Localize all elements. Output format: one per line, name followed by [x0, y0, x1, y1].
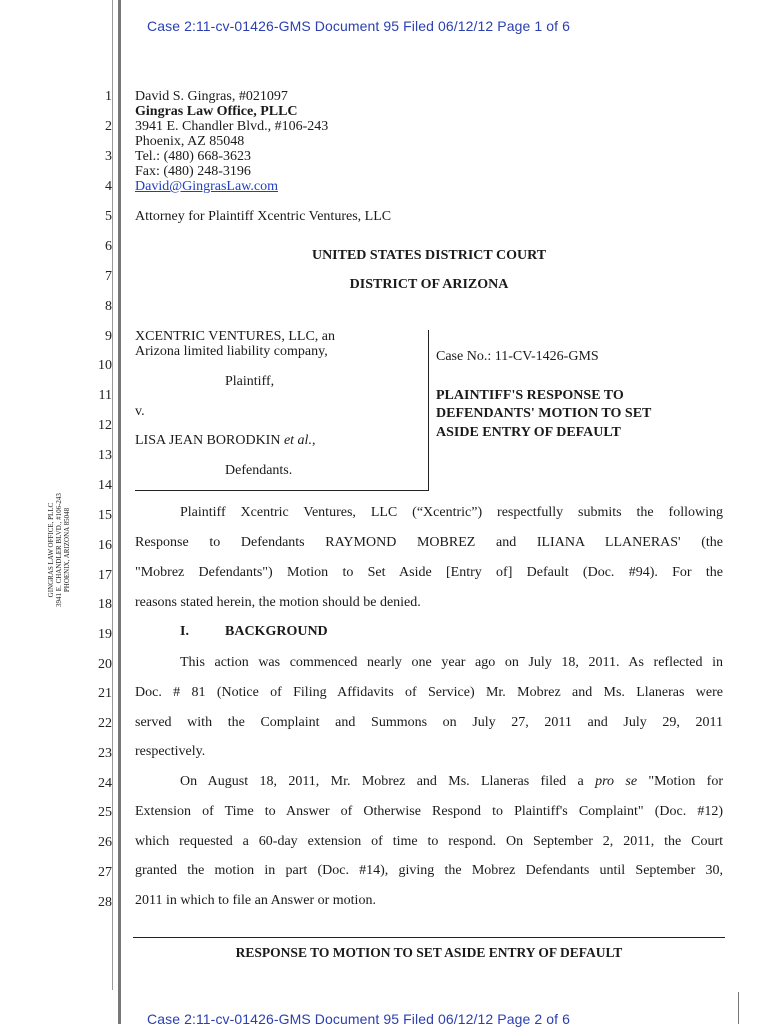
paragraph-2-line-2: Doc. # 81 (Notice of Filing Affidavits of Service) Mr. Mobrez and Ms. Llaneras were: [135, 685, 723, 700]
document-title-line-2: DEFENDANTS' MOTION TO SET: [436, 406, 652, 421]
address-line-1: 3941 E. Chandler Blvd., #106-243: [135, 119, 329, 134]
line-number: 1: [105, 89, 112, 104]
line-number: 24: [98, 776, 112, 791]
paragraph-3-line-1: On August 18, 2011, Mr. Mobrez and Ms. Llaneras filed a pro se "Motion for: [180, 774, 723, 789]
plaintiff-line-2: Arizona limited liability company,: [135, 344, 328, 359]
line-number: 15: [98, 508, 112, 523]
footer-title: RESPONSE TO MOTION TO SET ASIDE ENTRY OF DEFAULT: [235, 945, 623, 960]
firm-name: Gingras Law Office, PLLC: [135, 104, 298, 119]
fax: Fax: (480) 248-3196: [135, 164, 251, 179]
paragraph-2-line-4: respectively.: [135, 744, 206, 759]
line-number: 27: [98, 865, 112, 880]
line-number: 10: [98, 358, 112, 373]
footer-rule: [133, 937, 725, 938]
paragraph-2-line-3: served with the Complaint and Summons on July 27, 2011 and July 29, 2011: [135, 715, 723, 730]
line-number: 22: [98, 716, 112, 731]
telephone: Tel.: (480) 668-3623: [135, 149, 252, 164]
line-number: 11: [98, 388, 112, 403]
left-margin-rule-inner: [112, 0, 113, 990]
paragraph-2-line-1: This action was commenced nearly one year ago on July 18, 2011. As reflected in: [180, 655, 723, 670]
line-number: 8: [105, 299, 112, 314]
line-number: 12: [98, 418, 112, 433]
left-margin-rule: [118, 0, 121, 1024]
line-number: 28: [98, 895, 112, 910]
document-title-line-3: ASIDE ENTRY OF DEFAULT: [436, 425, 621, 440]
line-number: 5: [105, 209, 112, 224]
section-number: I.: [180, 624, 189, 639]
line-number: 13: [98, 448, 112, 463]
paragraph-1-line-1: Plaintiff Xcentric Ventures, LLC (“Xcentric”) respectfully submits the following: [180, 505, 723, 520]
defendant-name: LISA JEAN BORODKIN et al.,: [135, 433, 316, 448]
line-number: 23: [98, 746, 112, 761]
line-number: 26: [98, 835, 112, 850]
plaintiff-line-1: XCENTRIC VENTURES, LLC, an: [135, 329, 336, 344]
line-number: 16: [98, 538, 112, 553]
side-stamp-line-1: GINGRAS LAW OFFICE, PLLC: [47, 502, 55, 598]
caption-divider-vertical: [428, 330, 429, 490]
paragraph-1-line-2: Response to Defendants RAYMOND MOBREZ and ILIANA LLANERAS' (the: [135, 535, 723, 550]
line-number: 19: [98, 627, 112, 642]
paragraph-3-line-4: granted the motion in part (Doc. #14), giving the Mobrez Defendants until September 30,: [135, 863, 723, 878]
paragraph-3-line-3: which requested a 60-day extension of time to respond. On September 2, 2011, the Court: [135, 834, 723, 849]
side-stamp-line-3: PHOENIX, ARIZONA 85048: [63, 507, 71, 593]
case-number: Case No.: 11-CV-1426-GMS: [436, 349, 599, 364]
line-number: 9: [105, 329, 112, 344]
line-number: 17: [98, 568, 112, 583]
section-heading: BACKGROUND: [225, 624, 328, 639]
document-title-line-1: PLAINTIFF'S RESPONSE TO: [436, 388, 624, 403]
line-number: 21: [98, 686, 112, 701]
line-number: 6: [105, 239, 112, 254]
line-number: 25: [98, 805, 112, 820]
case-header-stamp: Case 2:11-cv-01426-GMS Document 95 Filed 06/12/12 Page 1 of 6: [147, 18, 570, 34]
paragraph-1-line-3: "Mobrez Defendants") Motion to Set Aside [Entry of] Default (Doc. #94). For the: [135, 565, 723, 580]
next-page-header-stamp: Case 2:11-cv-01426-GMS Document 95 Filed 06/12/12 Page 2 of 6: [147, 1011, 570, 1027]
side-stamp-line-2: 3941 E. CHANDLER BLVD., #106-243: [55, 493, 63, 607]
attorney-for: Attorney for Plaintiff Xcentric Ventures, LLC: [135, 209, 392, 224]
paragraph-3-line-2: Extension of Time to Answer of Otherwise Respond to Plaintiff's Complaint" (Doc. #12): [135, 804, 723, 819]
next-page-right-rule: [738, 992, 739, 1024]
line-number: 20: [98, 657, 112, 672]
email-link[interactable]: David@GingrasLaw.com: [135, 179, 279, 194]
line-number: 3: [105, 149, 112, 164]
line-number: 7: [105, 269, 112, 284]
address-line-2: Phoenix, AZ 85048: [135, 134, 245, 149]
defendant-role: Defendants.: [225, 463, 293, 478]
paragraph-1-line-4: reasons stated herein, the motion should be denied.: [135, 595, 421, 610]
caption-divider-horizontal: [135, 490, 429, 491]
court-name: UNITED STATES DISTRICT COURT: [311, 248, 547, 263]
plaintiff-role: Plaintiff,: [225, 374, 275, 389]
next-page-left-rule: [118, 992, 121, 1024]
line-number: 2: [105, 119, 112, 134]
line-number: 18: [98, 597, 112, 612]
paragraph-3-line-5: 2011 in which to file an Answer or motion.: [135, 893, 376, 908]
court-district: DISTRICT OF ARIZONA: [349, 277, 509, 292]
line-number: 14: [98, 478, 112, 493]
line-number: 4: [105, 179, 112, 194]
versus: v.: [135, 404, 145, 419]
attorney-name: David S. Gingras, #021097: [135, 89, 288, 104]
